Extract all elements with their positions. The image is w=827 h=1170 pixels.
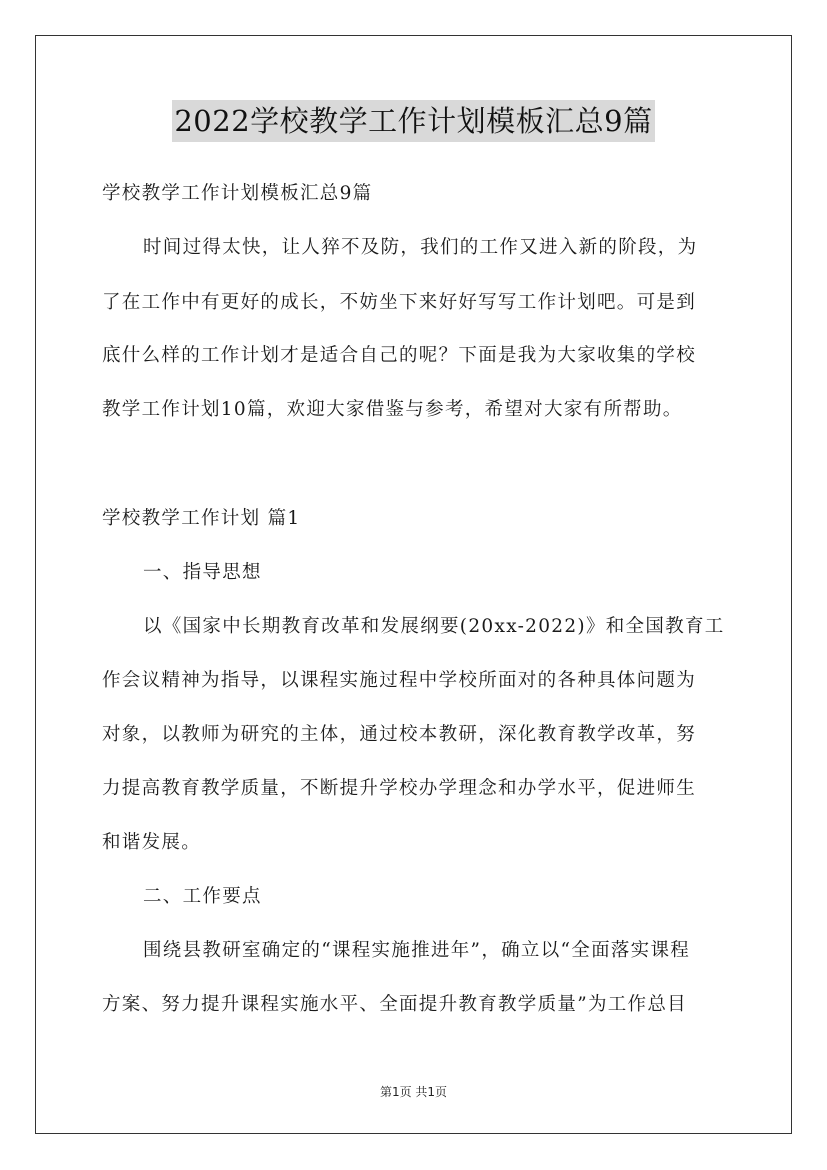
intro-line-2: 了在工作中有更好的成长，不妨坐下来好好写写工作计划吧。可是到 xyxy=(102,292,697,313)
para-2-line-1: 围绕县教研室确定的“课程实施推进年”，确立以“全面落实课程 xyxy=(143,940,691,961)
para-1-line-4: 力提高教育教学质量，不断提升学校办学理念和办学水平，促进师生 xyxy=(102,778,697,799)
title-container xyxy=(0,100,827,142)
intro-line-1: 时间过得太快，让人猝不及防，我们的工作又进入新的阶段，为 xyxy=(143,237,698,258)
para-2-line-2: 方案、努力提升课程实施水平、全面提升教育教学质量”为工作总目 xyxy=(102,994,687,1015)
para-1-line-3: 对象，以教师为研究的主体，通过校本教研，深化教育教学改革，努 xyxy=(102,724,697,745)
document-title: 2022学校教学工作计划模板汇总9篇 xyxy=(172,100,654,142)
para-1-line-1: 以《国家中长期教育改革和发展纲要(20xx-2022)》和全国教育工 xyxy=(143,616,725,637)
para-1-line-5: 和谐发展。 xyxy=(102,832,202,853)
heading-guiding-thought: 一、指导思想 xyxy=(143,562,262,583)
para-1-line-2: 作会议精神为指导，以课程实施过程中学校所面对的各种具体问题为 xyxy=(102,670,697,691)
intro-line-3: 底什么样的工作计划才是适合自己的呢？下面是我为大家收集的学校 xyxy=(102,345,697,366)
heading-work-points: 二、工作要点 xyxy=(143,886,262,907)
page-footer: 第1页 共1页 xyxy=(379,1085,448,1099)
section-heading: 学校教学工作计划 篇1 xyxy=(102,508,301,529)
intro-line-4: 教学工作计划10篇，欢迎大家借鉴与参考，希望对大家有所帮助。 xyxy=(102,399,683,420)
document-subtitle: 学校教学工作计划模板汇总9篇 xyxy=(102,183,373,204)
